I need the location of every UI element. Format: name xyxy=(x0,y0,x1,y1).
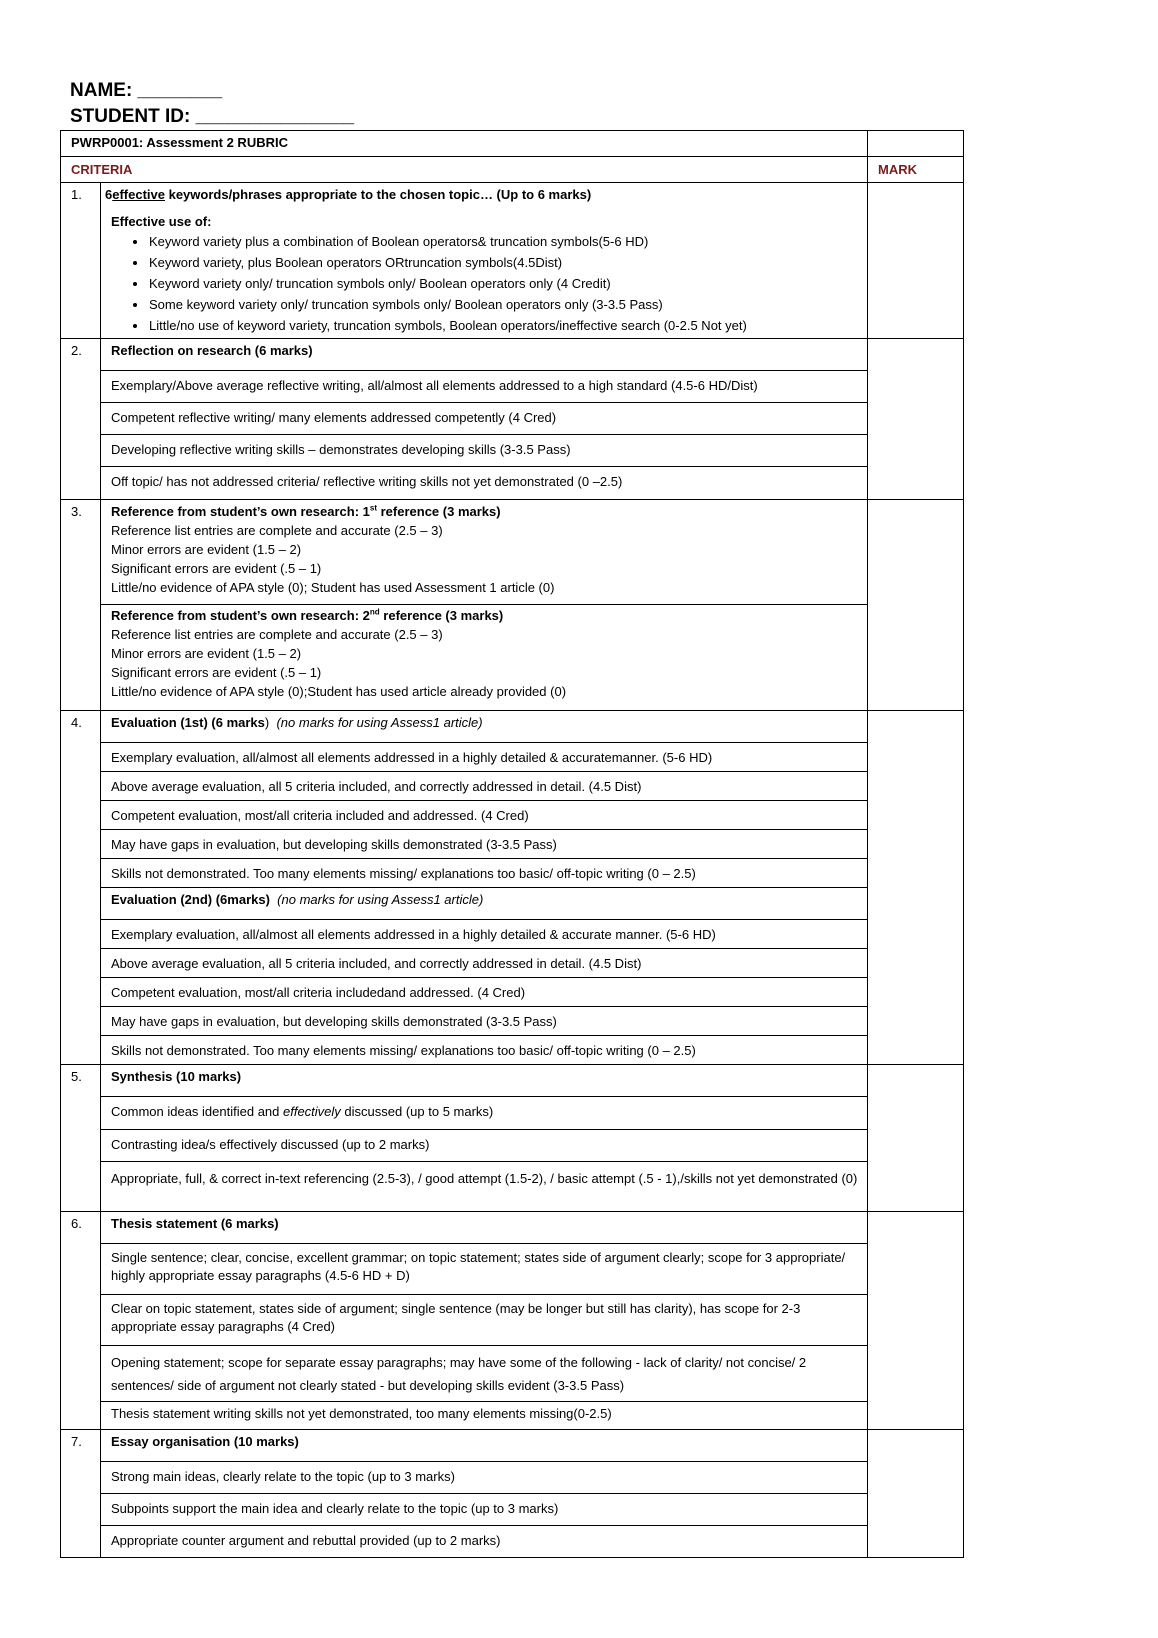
reference-1-level: Minor errors are evident (1.5 – 2) xyxy=(111,542,302,557)
evaluation-2-level: Exemplary evaluation, all/almost all elements addressed in a highly detailed & accurate manner. (5-6 HD) xyxy=(101,920,868,949)
reference-1-level: Reference list entries are complete and accurate (2.5 – 3) xyxy=(111,523,443,538)
evaluation-2-title: Evaluation (2nd) (6marks) (no marks for using Assess1 article) xyxy=(101,888,868,920)
criterion-4-number: 4. xyxy=(61,711,101,1065)
criteria-header: CRITERIA xyxy=(61,157,868,183)
criterion-2-level: Exemplary/Above average reflective writing, all/almost all elements addressed to a high standard (4.5-6 HD/Dist) xyxy=(101,371,868,403)
evaluation-1-level: Competent evaluation, most/all criteria included and addressed. (4 Cred) xyxy=(101,801,868,830)
criterion-1-number: 1. xyxy=(61,183,101,339)
criterion-3-reference-1 xyxy=(101,500,868,605)
criterion-5-number: 5. xyxy=(61,1065,101,1212)
criterion-7-level: Appropriate counter argument and rebuttal provided (up to 2 marks) xyxy=(101,1526,868,1558)
criterion-7-title: Essay organisation (10 marks) xyxy=(101,1430,868,1462)
criterion-6-level: Thesis statement writing skills not yet demonstrated, too many elements missing(0-2.5) xyxy=(101,1402,868,1430)
reference-2-level: Little/no evidence of APA style (0);Student has used article already provided (0) xyxy=(111,684,567,699)
student-id-field-label: STUDENT ID: _______________ xyxy=(70,106,355,127)
mark-header: MARK xyxy=(868,157,964,183)
criterion-6-mark-cell[interactable] xyxy=(868,1212,964,1430)
criterion-1-mark-cell[interactable] xyxy=(868,183,964,339)
criterion-5-level: Common ideas identified and effectively discussed (up to 5 marks) xyxy=(101,1097,868,1130)
criterion-7-mark-cell[interactable] xyxy=(868,1430,964,1558)
criterion-6-number: 6. xyxy=(61,1212,101,1430)
reference-1-level: Significant errors are evident (.5 – 1) xyxy=(111,561,322,576)
criterion-7-level: Strong main ideas, clearly relate to the topic (up to 3 marks) xyxy=(101,1462,868,1494)
criterion-1-lead: Effective use of: xyxy=(111,214,212,229)
criterion-5-mark-cell[interactable] xyxy=(868,1065,964,1212)
criterion-3-reference-2 xyxy=(101,605,868,711)
title-mark-cell xyxy=(868,131,964,157)
evaluation-1-title: Evaluation (1st) (6 marks) (no marks for using Assess1 article) xyxy=(101,711,868,743)
criterion-1-keywords xyxy=(101,183,868,339)
criterion-2-number: 2. xyxy=(61,339,101,500)
evaluation-1-level: Skills not demonstrated. Too many elements missing/ explanations too basic/ off-topic writing (0 – 2.5) xyxy=(101,859,868,888)
criterion-3-number: 3. xyxy=(61,500,101,711)
criterion-6-level: Clear on topic statement, states side of argument; single sentence (may be longer but still has clarity), has scope for 2-3 appropriate essay paragraphs (4 Cred) xyxy=(101,1295,868,1346)
bullet-item: • Keyword variety only/ truncation symbols only/ Boolean operators only (4 Credit) xyxy=(148,273,867,294)
reference-2-level: Reference list entries are complete and accurate (2.5 – 3) xyxy=(111,627,443,642)
rubric-table xyxy=(60,130,964,1558)
criterion-2-level: Developing reflective writing skills – demonstrates developing skills (3-3.5 Pass) xyxy=(101,435,868,467)
criterion-2-mark-cell[interactable] xyxy=(868,339,964,500)
criterion-7-level: Subpoints support the main idea and clearly relate to the topic (up to 3 marks) xyxy=(101,1494,868,1526)
criterion-2-level: Competent reflective writing/ many elements addressed competently (4 Cred) xyxy=(101,403,868,435)
evaluation-2-level: Competent evaluation, most/all criteria includedand addressed. (4 Cred) xyxy=(101,978,868,1007)
criterion-1-bullets xyxy=(105,231,867,336)
criterion-5-level: Appropriate, full, & correct in-text referencing (2.5-3), / good attempt (1.5-2), / basic attempt (.5 - 1),/skills not yet demonstrated (0) xyxy=(101,1162,868,1212)
bullet-item: • Keyword variety, plus Boolean operators ORtruncation symbols(4.5Dist) xyxy=(148,252,867,273)
name-field-label: NAME: ________ xyxy=(70,80,223,101)
criterion-5-title: Synthesis (10 marks) xyxy=(101,1065,868,1097)
reference-2-level: Significant errors are evident (.5 – 1) xyxy=(111,665,322,680)
evaluation-1-level: Above average evaluation, all 5 criteria included, and correctly addressed in detail. (4.5 Dist) xyxy=(101,772,868,801)
criterion-1-title: 6effective keywords/phrases appropriate to the chosen topic… (Up to 6 marks) xyxy=(105,187,592,202)
criterion-2-title: Reflection on research (6 marks) xyxy=(101,339,868,371)
criterion-3-mark-cell[interactable] xyxy=(868,500,964,711)
evaluation-2-level: Above average evaluation, all 5 criteria included, and correctly addressed in detail. (4.5 Dist) xyxy=(101,949,868,978)
criterion-6-level: Single sentence; clear, concise, excellent grammar; on topic statement; states side of argument clearly; scope for 3 appropriate/ highly appropriate essay paragraphs (4.5-6 HD + D) xyxy=(101,1244,868,1295)
criterion-4-mark-cell[interactable] xyxy=(868,711,964,1065)
evaluation-1-level: Exemplary evaluation, all/almost all elements addressed in a highly detailed & accuratemanner. (5-6 HD) xyxy=(101,743,868,772)
evaluation-1-level: May have gaps in evaluation, but developing skills demonstrated (3-3.5 Pass) xyxy=(101,830,868,859)
criterion-6-level: Opening statement; scope for separate essay paragraphs; may have some of the following - lack of clarity/ not concise/ 2 sentences/ side of argument not clearly stated - but developing skills evident (3-3.5 Pass) xyxy=(101,1346,868,1402)
rubric-title: PWRP0001: Assessment 2 RUBRIC xyxy=(61,131,868,157)
reference-2-title: Reference from student’s own research: 2nd reference (3 marks) xyxy=(111,607,504,623)
criterion-5-level: Contrasting idea/s effectively discussed (up to 2 marks) xyxy=(101,1130,868,1162)
evaluation-2-level: May have gaps in evaluation, but developing skills demonstrated (3-3.5 Pass) xyxy=(101,1007,868,1036)
reference-1-level: Little/no evidence of APA style (0); Student has used Assessment 1 article (0) xyxy=(111,580,555,595)
criterion-7-number: 7. xyxy=(61,1430,101,1558)
bullet-item: • Some keyword variety only/ truncation symbols only/ Boolean operators only (3-3.5 Pass) xyxy=(148,294,867,315)
reference-1-title: Reference from student’s own research: 1st reference (3 marks) xyxy=(111,503,501,519)
criterion-6-title: Thesis statement (6 marks) xyxy=(101,1212,868,1244)
evaluation-2-level: Skills not demonstrated. Too many elements missing/ explanations too basic/ off-topic writing (0 – 2.5) xyxy=(101,1036,868,1065)
reference-2-level: Minor errors are evident (1.5 – 2) xyxy=(111,646,302,661)
criterion-2-level: Off topic/ has not addressed criteria/ reflective writing skills not yet demonstrated (0 –2.5) xyxy=(101,467,868,500)
bullet-item: • Little/no use of keyword variety, truncation symbols, Boolean operators/ineffective search (0-2.5 Not yet) xyxy=(148,315,867,336)
bullet-item: • Keyword variety plus a combination of Boolean operators& truncation symbols(5-6 HD) xyxy=(148,231,867,252)
